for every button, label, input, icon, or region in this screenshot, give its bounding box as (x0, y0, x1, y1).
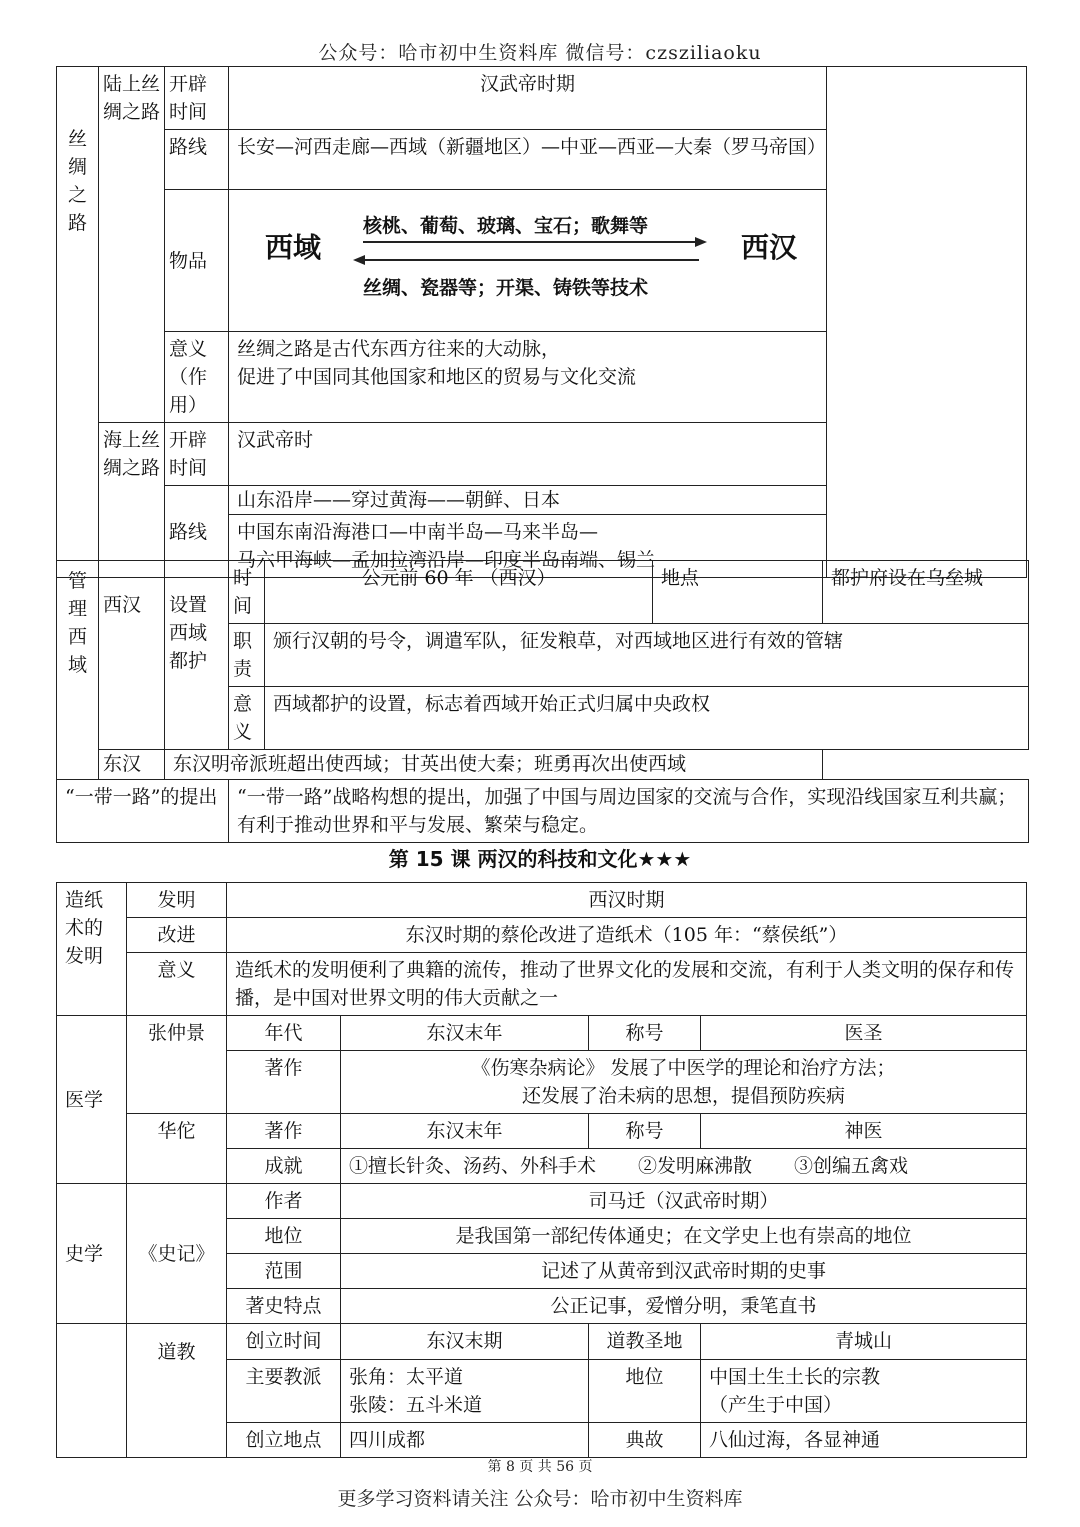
zhang-title-value: 医圣 (701, 1016, 1027, 1051)
schools-label: 主要教派 (227, 1360, 341, 1423)
duty-label: 职责 (229, 624, 265, 687)
story-value: 八仙过海，各显神通 (701, 1423, 1027, 1458)
scope-value: 记述了从黄帝到汉武帝时期的史事 (341, 1254, 1027, 1289)
land-silk-road-label: 陆上丝绸之路 (99, 67, 165, 423)
blank-cell (827, 67, 1027, 578)
holy-value: 青城山 (701, 1324, 1027, 1360)
zhang-name: 张仲景 (127, 1016, 227, 1114)
hua-works-value: 东汉末年 (341, 1114, 589, 1149)
author-label: 作者 (227, 1184, 341, 1219)
meaning-label: 意义 (229, 687, 265, 750)
protectorate-label: 设置西域都护 (165, 561, 229, 750)
story-label: 典故 (589, 1423, 701, 1458)
founded-label: 创立时间 (227, 1324, 341, 1360)
place-label: 地点 (653, 561, 823, 624)
sea-time-label: 开辟时间 (165, 423, 229, 486)
zhang-era-label: 年代 (227, 1016, 341, 1051)
holy-label: 道教圣地 (589, 1324, 701, 1360)
sea-route-1: 山东沿岸——穿过黄海——朝鲜、日本 (229, 486, 827, 515)
feature-label: 著史特点 (227, 1289, 341, 1324)
silk-road-table (56, 66, 1027, 578)
zhang-title-label: 称号 (589, 1016, 701, 1051)
goods-to-west: 丝绸、瓷器等；开渠、铸铁等技术 (363, 277, 649, 299)
eastern-han-label: 东汉 (99, 750, 165, 780)
history-section-label: 史学 (57, 1184, 127, 1324)
goods-exchange-diagram (229, 190, 827, 332)
place-label: 创立地点 (227, 1423, 341, 1458)
silk-road-section-label: 丝绸之路 (57, 67, 99, 578)
time-value: 公元前 60 年 （西汉） (265, 561, 653, 624)
page-number: 第 8 页 共 56 页 (487, 1459, 593, 1475)
meaning-value: 西域都护的设置，标志着西域开始正式归属中央政权 (265, 687, 1029, 750)
land-route-value: 长安—河西走廊—西域（新疆地区）—中亚—西亚—大秦（罗马帝国） (229, 130, 827, 190)
zhang-works-label: 著作 (227, 1051, 341, 1114)
land-route-label: 路线 (165, 130, 229, 190)
lesson-15-table (56, 882, 1027, 1458)
medicine-section-label: 医学 (57, 1016, 127, 1184)
paper-meaning-label: 意义 (127, 953, 227, 1016)
achieve-label: 成就 (227, 1149, 341, 1184)
shiji-label: 《史记》 (127, 1184, 227, 1324)
goods-left-region: 西域 (265, 231, 322, 264)
taoism-label: 道教 (127, 1324, 227, 1458)
belt-road-label: “一带一路”的提出 (57, 780, 229, 843)
paper-meaning-value: 造纸术的发明便利了典籍的流传，推动了世界文化的发展和交流，有利于人类文明的保存和传播，是中国对世界文明的伟大贡献之一 (227, 953, 1027, 1016)
invent-value: 西汉时期 (227, 883, 1027, 918)
founded-value: 东汉末期 (341, 1324, 589, 1360)
hua-title-value: 神医 (701, 1114, 1027, 1149)
western-regions-table (56, 560, 1029, 843)
hua-title-label: 称号 (589, 1114, 701, 1149)
zhang-works-value: 《伤寒杂病论》 发展了中医学的理论和治疗方法； 还发展了治未病的思想，提倡预防疾病 (341, 1051, 1027, 1114)
improve-value: 东汉时期的蔡伦改进了造纸术（105 年：“蔡侯纸”） (227, 918, 1027, 953)
lesson-title: 第 15 课 两汉的科技和文化★★★ (388, 847, 692, 871)
footer-note: 更多学习资料请关注 公众号：哈市初中生资料库 (337, 1488, 743, 1510)
taoism-status-label: 地位 (589, 1360, 701, 1423)
paper-section-label: 造纸术的发明 (57, 883, 127, 1016)
schools-value: 张角：太平道 张陵：五斗米道 (341, 1360, 589, 1423)
time-label: 时间 (229, 561, 265, 624)
land-time-value: 汉武帝时期 (229, 67, 827, 130)
author-value: 司马迁（汉武帝时期） (341, 1184, 1027, 1219)
western-han-label: 西汉 (99, 561, 165, 750)
zhang-era-value: 东汉末年 (341, 1016, 589, 1051)
scope-label: 范围 (227, 1254, 341, 1289)
arrow-left-icon (353, 255, 365, 265)
status-label: 地位 (227, 1219, 341, 1254)
sea-route-label: 路线 (165, 486, 229, 578)
eastern-han-value: 东汉明帝派班超出使西域；甘英出使大秦；班勇再次出使西域 (165, 750, 823, 780)
place-value: 都护府设在乌垒城 (823, 561, 1029, 624)
page-header: 公众号：哈市初中生资料库 微信号：czsziliaoku (318, 42, 762, 64)
arrow-right-icon (695, 237, 707, 247)
feature-value: 公正记事，爱憎分明，秉笔直书 (341, 1289, 1027, 1324)
goods-right-region: 西汉 (741, 231, 798, 264)
sea-route-2: 中国东南沿海港口—中南半岛—马来半岛— 马六甲海峡—孟加拉湾沿岸—印度半岛南端、锡兰 (229, 515, 827, 578)
status-value: 是我国第一部纪传体通史；在文学史上也有崇高的地位 (341, 1219, 1027, 1254)
achieve-value: ①擅长针灸、汤药、外科手术 ②发明麻沸散 ③创编五禽戏 (341, 1149, 1027, 1184)
taoism-section-blank (57, 1324, 127, 1458)
improve-label: 改进 (127, 918, 227, 953)
belt-road-value: “一带一路”战略构想的提出，加强了中国与周边国家的交流与合作，实现沿线国家互利共赢；有利于推动世界和平与发展、繁荣与稳定。 (229, 780, 1029, 843)
land-meaning-value: 丝绸之路是古代东西方往来的大动脉， 促进了中国同其他国家和地区的贸易与文化交流 (229, 332, 827, 423)
sea-time-value: 汉武帝时 (229, 423, 827, 486)
invent-label: 发明 (127, 883, 227, 918)
land-time-label: 开辟时间 (165, 67, 229, 130)
place-value: 四川成都 (341, 1423, 589, 1458)
goods-to-han: 核桃、葡萄、玻璃、宝石；歌舞等 (363, 215, 649, 237)
sea-silk-road-label: 海上丝绸之路 (99, 423, 165, 578)
land-goods-label: 物品 (165, 190, 229, 332)
hua-name: 华佗 (127, 1114, 227, 1184)
taoism-status-value: 中国土生土长的宗教 （产生于中国） (701, 1360, 1027, 1423)
land-meaning-label: 意义（作用） (165, 332, 229, 423)
duty-value: 颁行汉朝的号令，调遣军队，征发粮草，对西域地区进行有效的管辖 (265, 624, 1029, 687)
hua-works-label: 著作 (227, 1114, 341, 1149)
gap-cell (823, 750, 1029, 780)
western-section-label: 管理西域 (57, 561, 99, 780)
